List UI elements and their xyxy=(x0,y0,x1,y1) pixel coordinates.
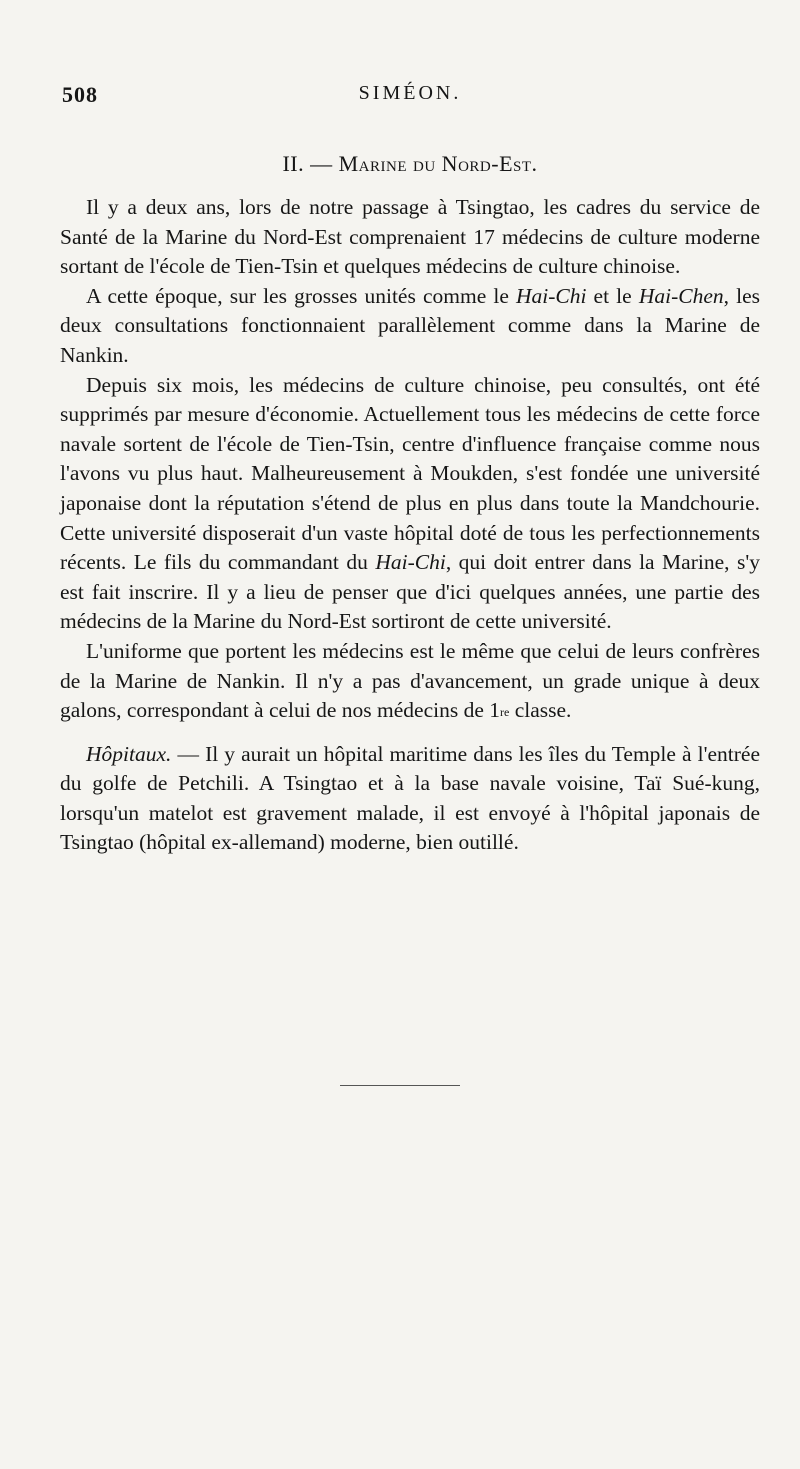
ship-name-hai-chi-2: Hai-Chi xyxy=(375,550,446,575)
ordinal-superscript: re xyxy=(500,705,510,720)
paragraph-4-part-b: classe. xyxy=(509,698,572,723)
end-rule xyxy=(340,1085,460,1086)
paragraph-5-text: — Il y aurait un hôpital maritime dans les îles du Temple à l'entrée du golfe de Petchili. A Tsingtao et à la base navale voisine, Taï Sué-kung, lorsqu'un matelot est gravement malade, il est envoyé à l'hôpital japonais de Tsingtao (hôpital ex-allemand) moderne, bien outillé. xyxy=(60,741,760,855)
paragraph-3 xyxy=(60,371,760,637)
body-text xyxy=(60,193,760,858)
section-heading xyxy=(62,151,758,177)
paragraph-4 xyxy=(60,637,760,726)
running-title: SIMÉON. xyxy=(358,82,462,104)
paragraph-2-part-c: , les deux consultations fonctionnaient parallèlement comme dans la Marine de Nankin. xyxy=(60,283,760,367)
running-head xyxy=(62,82,758,112)
section-numeral: II. — xyxy=(282,151,333,176)
paragraph-2 xyxy=(60,282,760,371)
paragraph-2-part-b: et le xyxy=(586,283,639,308)
section-title: Marine du Nord-Est. xyxy=(338,151,538,176)
hopitaux-lead: Hôpitaux. xyxy=(86,741,172,766)
paragraph-3-part-a: Depuis six mois, les médecins de culture chinoise, peu consultés, ont été supprimés par mesure d'économie. Actuellement tous les médecins de cette force navale sortent de l'école de Tien-Tsin, centre d'influence française comme nous l'avons vu plus haut. Malheureusement à Moukden, s'est fondée une université japonaise dont la réputation s'étend de plus en plus dans toute la Mandchourie. Cette université disposerait d'un vaste hôpital doté de tous les perfectionnements récents. Le fils du commandant du xyxy=(60,372,760,575)
ship-name-hai-chi: Hai-Chi xyxy=(515,283,587,308)
paragraph-3-part-b: , qui doit entrer dans la Marine, s'y est fait inscrire. Il y a lieu de penser que d'ici quelques années, une partie des médecins de la Marine du Nord-Est sortiront de cette université. xyxy=(60,550,760,634)
page-number: 508 xyxy=(62,82,98,107)
ship-name-hai-chen: Hai-Chen xyxy=(638,283,724,308)
paragraph-5 xyxy=(60,740,760,858)
paragraph-4-part-a: L'uniforme que portent les médecins est le même que celui de leurs confrères de la Marine de Nankin. Il n'y a pas d'avancement, un grade unique à deux galons, correspondant à celui de nos médecins de 1 xyxy=(60,638,760,723)
paragraph-1: Il y a deux ans, lors de notre passage à Tsingtao, les cadres du service de Santé de la Marine du Nord-Est comprenaient 17 médecins de culture moderne sortant de l'école de Tien-Tsin et quelques médecins de culture chinoise. xyxy=(60,195,760,279)
paragraph-2-part-a: A cette époque, sur les grosses unités comme le xyxy=(86,283,516,308)
